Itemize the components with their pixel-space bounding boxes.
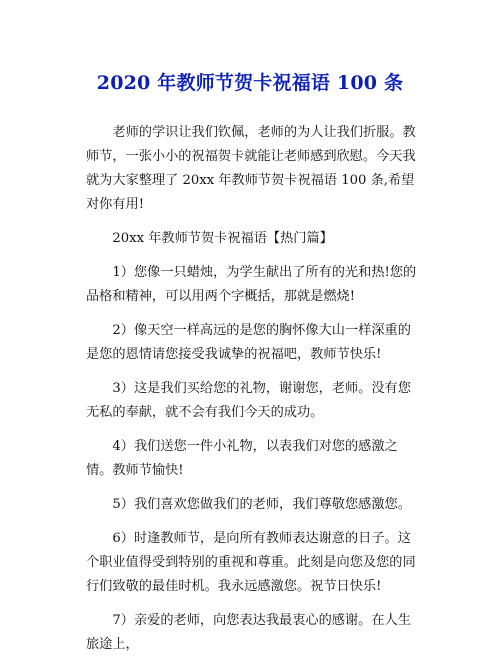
section-heading: 20xx 年教师节贺卡祝福语【热门篇】: [112, 231, 333, 246]
list-item: 3）这是我们买给您的礼物，谢谢您，老师。没有您无私的奉献，就不会有我们今天的成功。: [86, 381, 411, 420]
list-item: 5）我们喜欢您做我们的老师，我们尊敬您感激您。: [112, 497, 411, 512]
list-item: 4）我们送您一件小礼物，以表我们对您的感激之情。教师节愉快!: [86, 439, 398, 478]
list-item: 7）亲爱的老师，向您表达我最衷心的感谢。在人生旅途上，: [86, 613, 411, 652]
intro-paragraph: 老师的学识让我们钦佩，老师的为人让我们折服。教师节，一张小小的祝福贺卡就能让老师感到欣慰。今天我就为大家整理了 20xx 年教师节贺卡祝福语 100 条,希望对你有用!: [86, 125, 416, 212]
document-body: [86, 121, 418, 667]
list-item: 2）像天空一样高远的是您的胸怀像大山一样深重的是您的恩情请您接受我诚挚的祝福吧，教师节快乐!: [86, 323, 411, 362]
list-item: 1）您像一只蜡烛，为学生献出了所有的光和热!您的品格和精神，可以用两个字概括，那就是燃烧!: [86, 265, 417, 304]
document-title: 2020 年教师节贺卡祝福语 100 条: [96, 72, 404, 94]
list-item: 6）时逢教师节，是向所有教师表达谢意的日子。这个职业值得受到特别的重视和尊重。此刻是向您及您的同行们致敬的最佳时机。我永远感激您。祝节日快乐!: [86, 531, 416, 594]
